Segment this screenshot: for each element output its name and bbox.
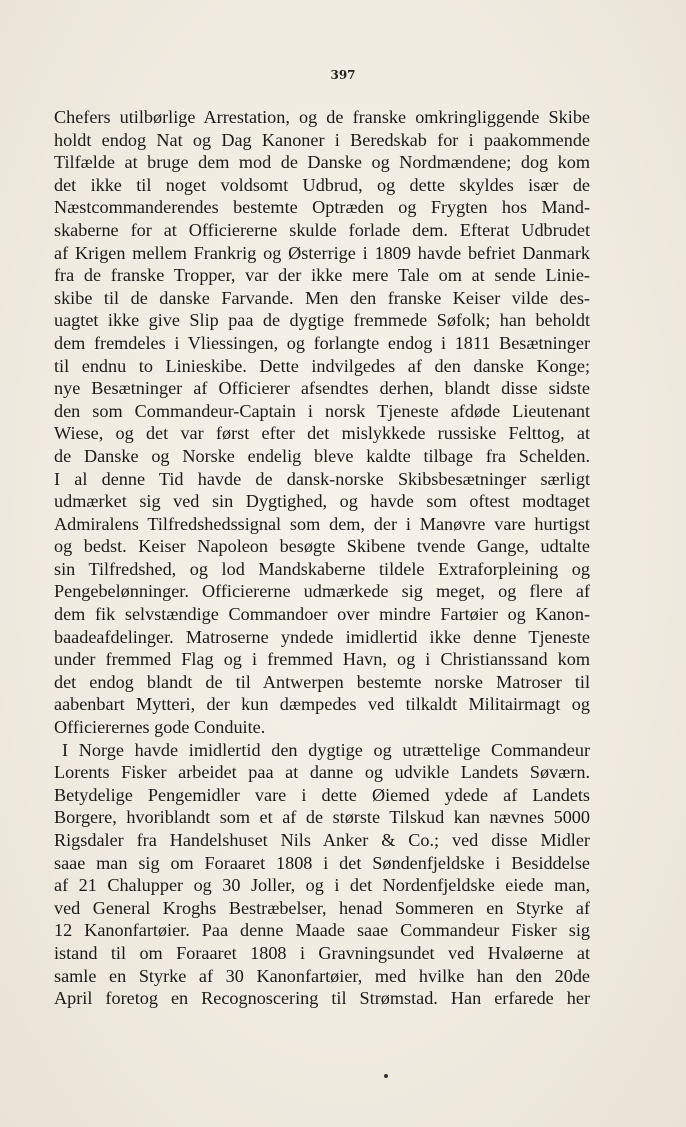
page-number: 397 xyxy=(330,68,356,82)
text-line: saae man sig om Foraaret 1808 i det Søndenfjeldske i Besiddelse xyxy=(54,852,590,873)
text-line: baadeafdelinger. Matroserne yndede imidlertid ikke denne Tjeneste xyxy=(54,626,590,647)
text-line: aabenbart Mytteri, der kun dæmpedes ved tilkaldt Militairmagt og xyxy=(54,694,590,715)
text-line: det endog blandt de til Antwerpen bestemte norske Matroser til xyxy=(54,671,590,692)
text-line: samle en Styrke af 30 Kanonfartøier, med hvilke han den 20de xyxy=(54,965,590,986)
text-line: uagtet ikke give Slip paa de dygtige fremmede Søfolk; han beholdt xyxy=(54,310,590,331)
text-line: Wiese, og det var først efter det mislykkede russiske Felttog, at xyxy=(54,423,590,444)
text-line: Lorents Fisker arbeidet paa at danne og udvikle Landets Søværn. xyxy=(54,762,590,783)
text-line: udmærket sig ved sin Dygtighed, og havde som oftest modtaget xyxy=(54,491,590,512)
text-line: Pengebelønninger. Officiererne udmærkede sig meget, og flere af xyxy=(54,581,590,602)
text-line: Borgere, hvoriblandt som et af de største Tilskud kan nævnes 5000 xyxy=(54,807,590,828)
text-line: ved General Kroghs Bestræbelser, henad Sommeren en Styrke af xyxy=(54,897,590,918)
text-line: under fremmed Flag og i fremmed Havn, og i Christianssand kom xyxy=(54,649,590,670)
text-line: April foretog en Recognoscering til Strømstad. Han erfarede her xyxy=(54,988,590,1009)
text-line: holdt endog Nat og Dag Kanoner i Beredskab for i paakommende xyxy=(54,129,590,150)
text-line: I Norge havde imidlertid den dygtige og utrættelige Commandeur xyxy=(62,739,590,760)
text-line: Admiralens Tilfredshedssignal som dem, der i Manøvre vare hurtigst xyxy=(54,513,590,534)
text-line: de Danske og Norske endelig bleve kaldte tilbage fra Schelden. xyxy=(54,445,590,466)
text-line: Betydelige Pengemidler vare i dette Øiemed ydede af Landets xyxy=(54,784,590,805)
text-line: af Krigen mellem Frankrig og Østerrige i 1809 havde befriet Danmark xyxy=(54,242,590,263)
text-line: af 21 Chalupper og 30 Joller, og i det Nordenfjeldske eiede man, xyxy=(54,875,590,896)
text-line: det ikke til noget voldsomt Udbrud, og dette skyldes især de xyxy=(54,174,590,195)
text-line: fra de franske Tropper, var der ikke mere Tale om at sende Linie- xyxy=(54,265,590,286)
text-line: nye Besætninger af Officierer afsendtes derhen, blandt disse sidste xyxy=(54,378,590,399)
text-line: Chefers utilbørlige Arrestation, og de franske omkringliggende Skibe xyxy=(54,107,590,127)
text-line: dem fik selvstændige Commandoer over mindre Fartøier og Kanon- xyxy=(54,604,590,625)
text-line: Officierernes gode Conduite. xyxy=(54,717,266,738)
text-line: Tilfælde at bruge dem mod de Danske og Nordmændene; dog kom xyxy=(54,152,590,173)
text-line: I al denne Tid havde de dansk-norske Skibsbesætninger særligt xyxy=(54,468,590,489)
text-line: istand til om Foraaret 1808 i Gravningsundet ved Hvaløerne at xyxy=(54,942,590,963)
text-line: dem fremdeles i Vliessingen, og forlangte endog i 1811 Besætninger xyxy=(54,332,590,353)
text-line: skaberne for at Officiererne skulde forlade dem. Efterat Udbrudet xyxy=(54,219,590,240)
text-line: skibe til de danske Farvande. Men den franske Keiser vilde des- xyxy=(54,287,590,308)
text-line: den som Commandeur-Captain i norsk Tjeneste afdøde Lieutenant xyxy=(54,400,590,421)
body-text xyxy=(54,106,590,1010)
text-line: og bedst. Keiser Napoleon besøgte Skibene tvende Gange, udtalte xyxy=(54,536,590,557)
text-line: Rigsdaler fra Handelshuset Nils Anker & Co.; ved disse Midler xyxy=(54,830,590,850)
text-line: Næstcommanderendes bestemte Optræden og Frygten hos Mand- xyxy=(54,197,590,218)
text-line: 12 Kanonfartøier. Paa denne Maade saae Commandeur Fisker sig xyxy=(54,920,590,941)
text-line: til endnu to Linieskibe. Dette indvilgedes af den danske Konge; xyxy=(54,355,590,376)
text-line: sin Tilfredshed, og lod Mandskaberne tildele Extraforpleining og xyxy=(54,558,590,579)
print-speck xyxy=(384,1074,388,1078)
